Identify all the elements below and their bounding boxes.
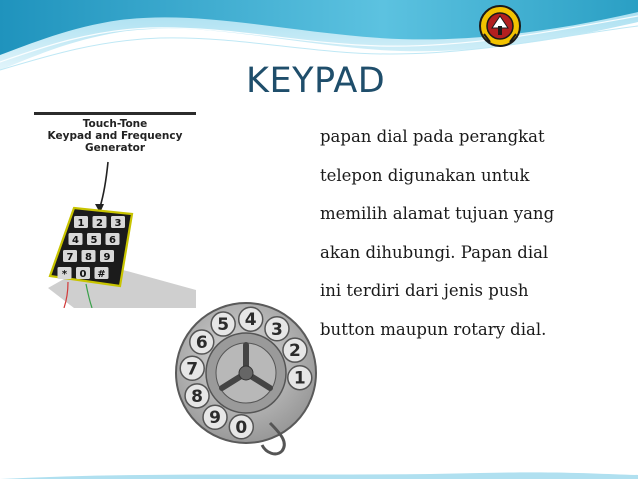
keypad-key [87, 233, 101, 246]
keypad-key-label: 9 [103, 252, 111, 263]
body-line: telepon digunakan untuk [320, 165, 530, 185]
rotary-digit: 3 [271, 319, 283, 340]
keypad-key-label: 1 [77, 218, 85, 229]
rotary-digit: 0 [235, 417, 248, 438]
university-emblem-icon [478, 4, 522, 48]
rotary-digit: 4 [244, 310, 257, 331]
keypad-key-label: 2 [96, 218, 103, 229]
footer-wave-decoration [0, 469, 638, 479]
rotary-digit: 1 [293, 368, 306, 389]
keypad-key [74, 216, 88, 229]
caption-line: Generator [84, 142, 145, 154]
caption-line: Keypad and Frequency [47, 130, 183, 142]
keypad-key [106, 233, 120, 246]
rotary-digit: 8 [191, 386, 203, 407]
keypad-key [76, 267, 90, 280]
keypad-key-label: 8 [85, 252, 92, 263]
keypad-key-label: 0 [79, 269, 87, 280]
keypad-key-label: * [61, 269, 68, 280]
rotary-hole [180, 356, 204, 380]
telephone-keypad-icon [34, 112, 196, 308]
keypad-key-label: 7 [66, 252, 74, 263]
rotary-hole [203, 405, 227, 429]
body-line: button maupun rotary dial. [320, 319, 547, 339]
keypad-key [69, 233, 83, 246]
body-line: papan dial pada perangkat [320, 127, 545, 146]
keypad-caption [34, 118, 196, 154]
rotary-digit: 6 [195, 333, 208, 354]
keypad-key [82, 250, 96, 263]
rotary-hole [185, 384, 209, 408]
rotary-hole [283, 338, 307, 362]
rotary-digit: 5 [217, 315, 230, 336]
rotary-digit: 7 [186, 359, 199, 380]
rotary-hole [229, 415, 253, 439]
keypad-key-label: 6 [109, 235, 116, 246]
keypad-key-label: 5 [90, 235, 98, 246]
rotary-dial-icon [170, 293, 330, 463]
rotary-hole [288, 366, 312, 390]
body-line: memilih alamat tujuan yang [320, 204, 555, 223]
rotary-digit: 2 [289, 341, 301, 362]
slide-title: KEYPAD [246, 61, 386, 101]
keypad-key [111, 216, 125, 229]
rotary-hole [265, 317, 289, 341]
figure-top-rule [34, 112, 196, 115]
keypad-key [58, 267, 72, 280]
body-text [320, 118, 620, 349]
keypad-key-label: 3 [114, 218, 122, 229]
keypad-key [95, 267, 109, 280]
keypad-key-label: 4 [72, 235, 79, 246]
keypad-key-label: # [97, 269, 106, 280]
rotary-hole [239, 307, 263, 331]
rotary-digit: 9 [209, 408, 221, 429]
keypad-key [100, 250, 114, 263]
keypad-key [93, 216, 107, 229]
body-line: ini terdiri dari jenis push [320, 281, 529, 300]
body-line: akan dihubungi. Papan dial [320, 242, 549, 262]
rotary-hole [211, 312, 235, 336]
rotary-hole [190, 330, 214, 354]
keypad-key [63, 250, 77, 263]
caption-line: Touch-Tone [82, 118, 148, 130]
